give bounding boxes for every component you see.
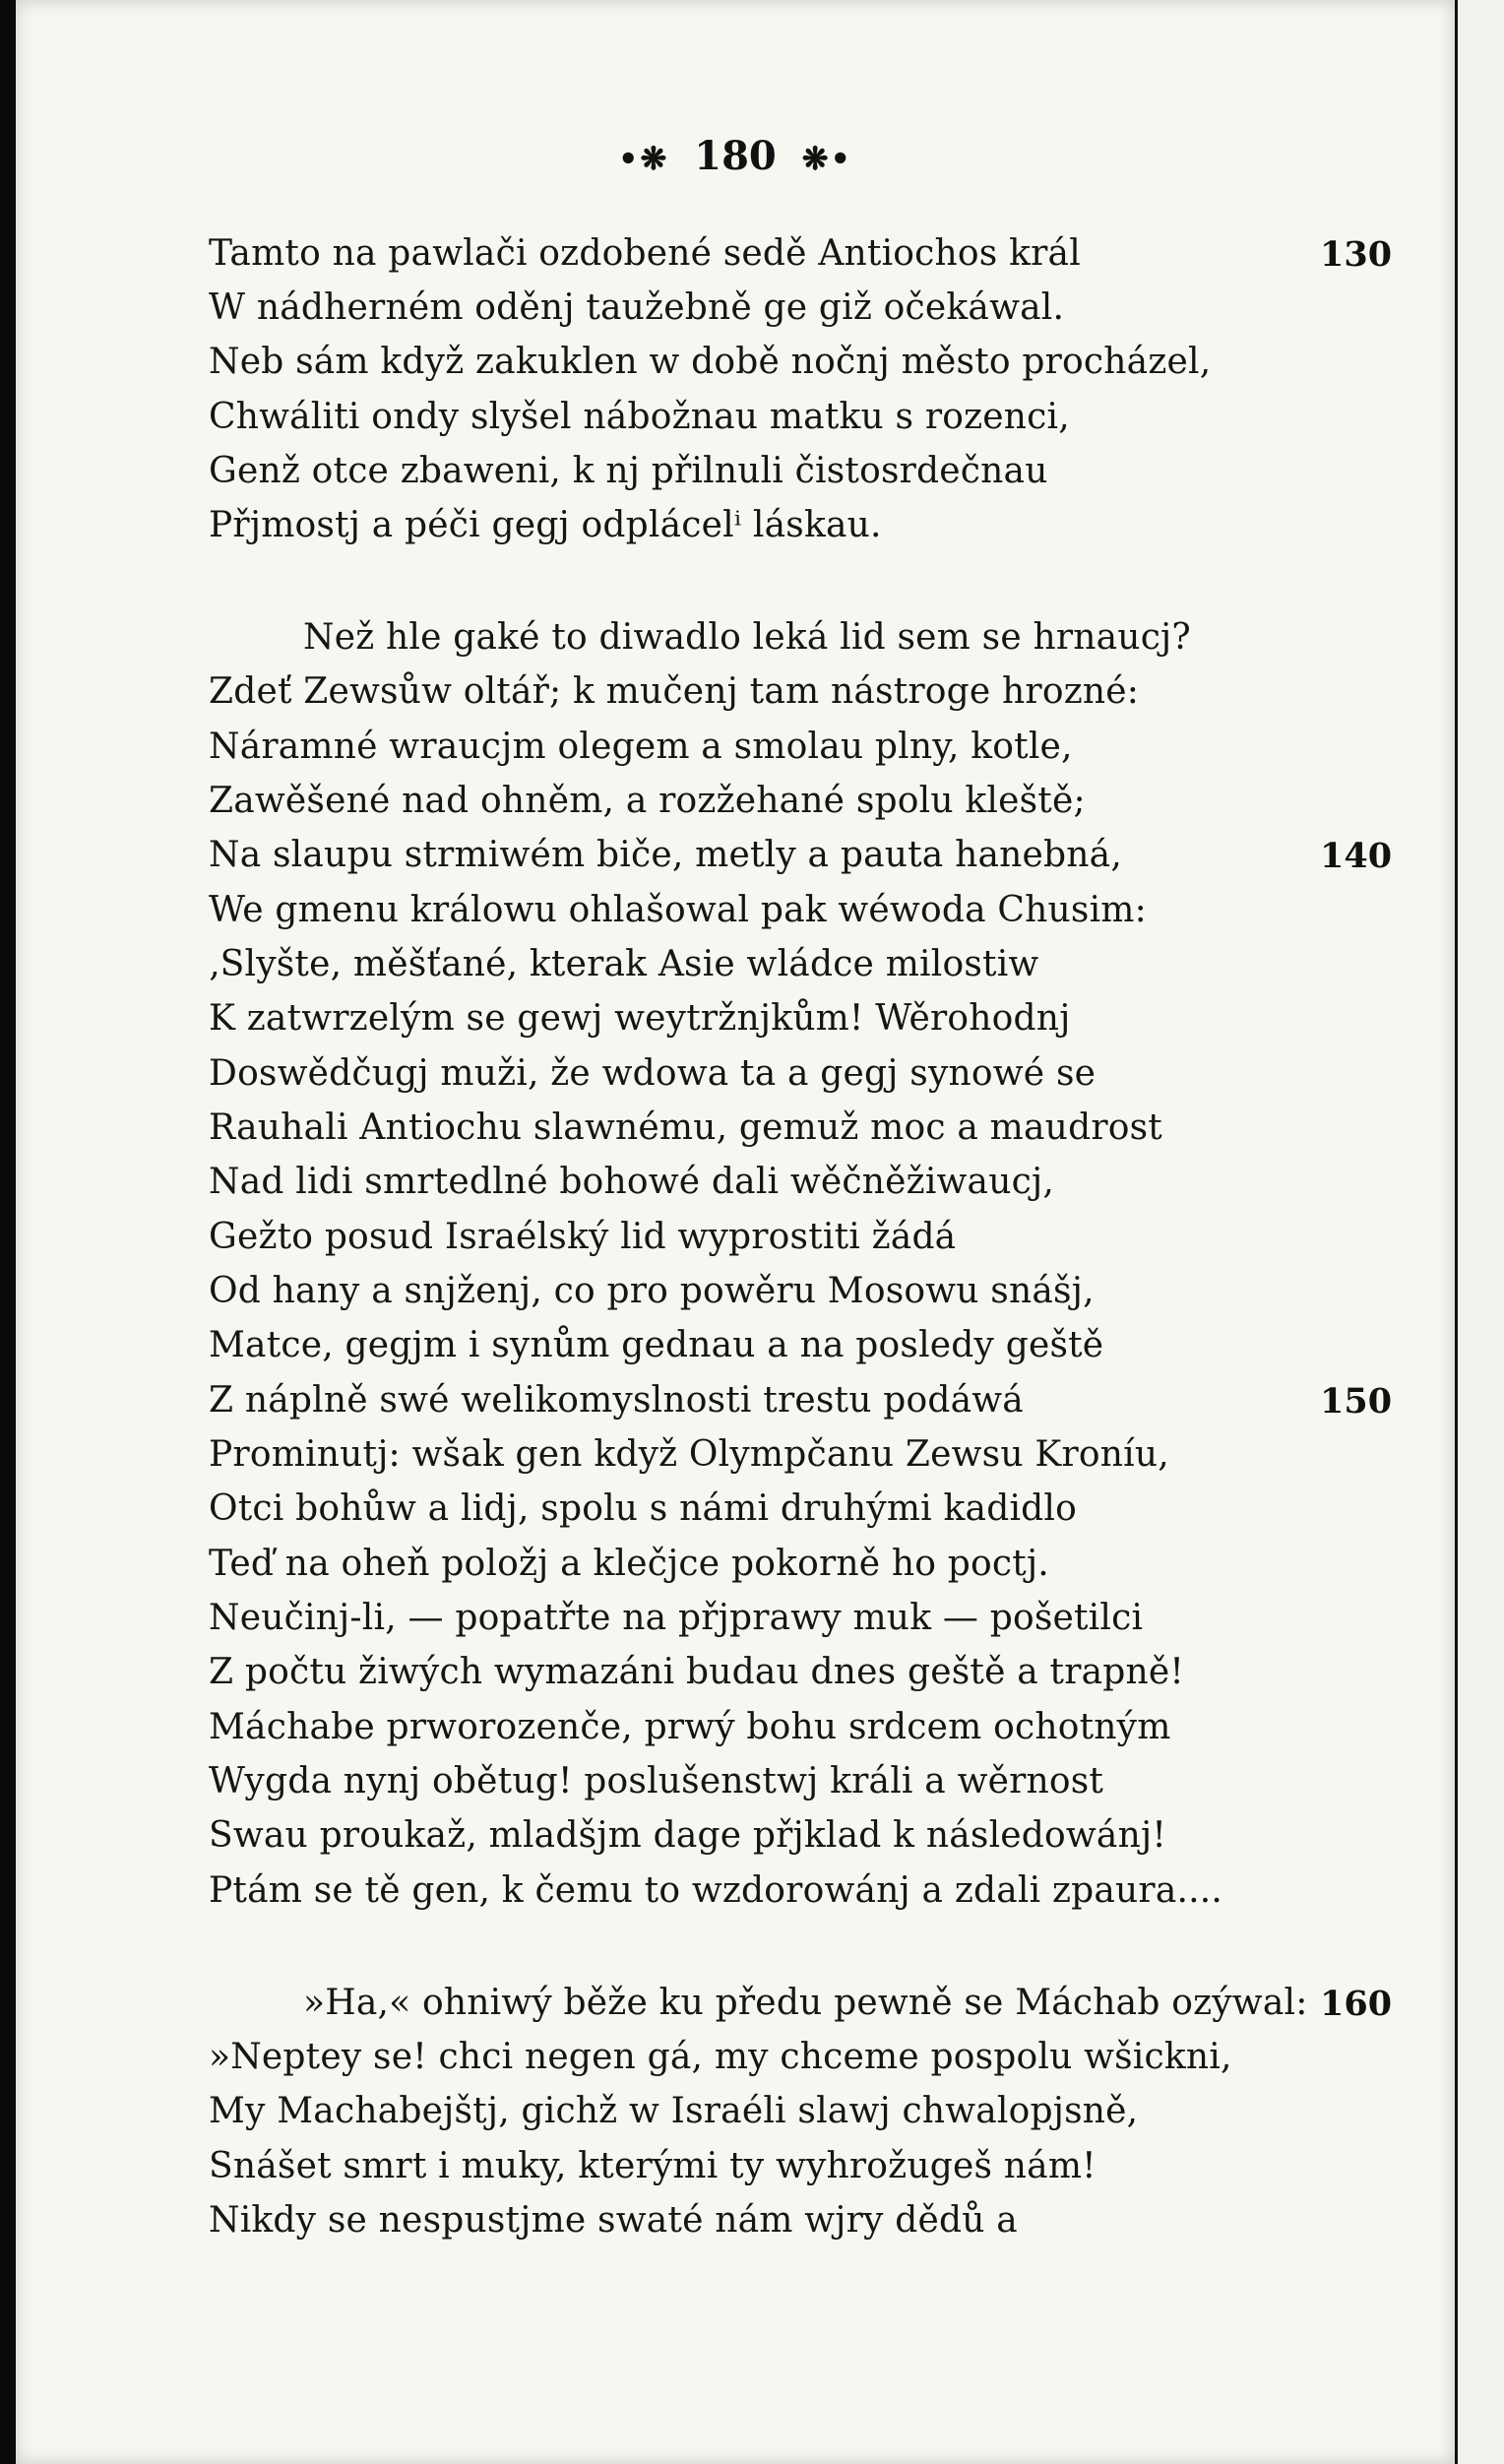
poem-line: We gmenu králowu ohlašowal pak wéwoda Chusim: bbox=[209, 890, 1147, 930]
poem-line: Zdeť Zewsůw oltář; k mučenj tam nástroge hrozné: bbox=[209, 671, 1140, 712]
poem-line: W nádherném oděnj taužebně ge giž očekáwal. bbox=[209, 287, 1065, 328]
adjacent-page-edge bbox=[1455, 0, 1504, 2464]
poem-line: Zawěšené nad ohněm, a rozžehané spolu kleště; bbox=[209, 781, 1086, 821]
verse-number-160: 160 bbox=[1320, 1984, 1393, 2024]
poem-line: Swau proukaž, mladšjm dage přjklad k následowánj! bbox=[209, 1815, 1166, 1856]
poem-line: Tamto na pawlači ozdobené sedě Antiochos král bbox=[209, 233, 1081, 274]
page-header bbox=[16, 133, 1455, 179]
poem-line: Přjmostj a péči gegj odplácelⁱ láskau. bbox=[209, 505, 882, 545]
verse-number-140: 140 bbox=[1320, 836, 1393, 876]
poem-line: My Machabejštj, gichž w Israéli slawj chwalopjsně, bbox=[209, 2091, 1139, 2131]
poem-line: Rauhali Antiochu slawnému, gemuž moc a maudrost bbox=[209, 1107, 1162, 1148]
poem-line: Prominutj: wšak gen když Olympčanu Zewsu Kroníu, bbox=[209, 1434, 1169, 1475]
poem-line: Wygda nynj obětug! poslušenstwj králi a wěrnost bbox=[209, 1761, 1104, 1801]
poem-line: Nikdy se nespustjme swaté nám wjry dědů a bbox=[209, 2200, 1018, 2241]
poem-line: Z počtu žiwých wymazáni budau dnes geště a trapně! bbox=[209, 1652, 1185, 1692]
poem-line: Doswědčugj muži, že wdowa ta a gegj synowé se bbox=[209, 1053, 1097, 1094]
poem-line: »Neptey se! chci negen gá, my chceme pospolu wšickni, bbox=[209, 2037, 1232, 2077]
poem-line: ‚Slyšte, měšťané, kterak Asie wládce milostiw bbox=[209, 944, 1039, 984]
poem-line: Gežto posud Israélský lid wyprostiti žádá bbox=[209, 1217, 957, 1257]
verse-number-130: 130 bbox=[1320, 234, 1393, 275]
poem-line: Máchabe prworozenče, prwý bohu srdcem ochotným bbox=[209, 1707, 1171, 1747]
page-number: 180 bbox=[694, 133, 777, 179]
poem-line: Neučinj-li, — popatřte na přjprawy muk — pošetilci bbox=[209, 1598, 1144, 1638]
poem-line: Genž otce zbaweni, k nj přilnuli čistosrdečnau bbox=[209, 451, 1048, 491]
poem-line: Matce, gegjm i synům gednau a na posledy geště bbox=[209, 1325, 1104, 1365]
book-page bbox=[16, 0, 1455, 2464]
poem-line: Na slaupu strmiwém biče, metly a pauta hanebná, bbox=[209, 835, 1122, 875]
header-right-ornament: ❋• bbox=[801, 140, 852, 177]
verse-number-150: 150 bbox=[1320, 1381, 1393, 1422]
poem-line: Náramné wraucjm olegem a smolau plny, kotle, bbox=[209, 727, 1073, 767]
header-left-ornament: •❋ bbox=[618, 140, 669, 177]
poem-line: Z náplně swé welikomyslnosti trestu podáwá bbox=[209, 1380, 1024, 1421]
poem-line: »Ha,« ohniwý běže ku předu pewně se Máchab ozýwal: bbox=[303, 1983, 1308, 2023]
poem-line: Od hany a snjženj, co pro powěru Mosowu snášj, bbox=[209, 1271, 1095, 1311]
poem-line: Chwáliti ondy slyšel nábožnau matku s rozenci, bbox=[209, 397, 1070, 437]
poem-line: Otci bohůw a lidj, spolu s námi druhými kadidlo bbox=[209, 1488, 1077, 1529]
poem-line: Snášet smrt i muky, kterými ty wyhrožugeš nám! bbox=[209, 2146, 1097, 2186]
poem-line: Teď na oheň položj a klečjce pokorně ho poctj. bbox=[209, 1544, 1049, 1584]
poem-line: Neb sám když zakuklen w době nočnj město procházel, bbox=[209, 342, 1212, 382]
poem-line: Ptám se tě gen, k čemu to wzdorowánj a zdali zpaura.... bbox=[209, 1870, 1223, 1911]
poem-line: Nad lidi smrtedlné bohowé dali wěčněžiwaucj, bbox=[209, 1162, 1054, 1202]
poem-line: Než hle gaké to diwadlo leká lid sem se hrnaucj? bbox=[303, 617, 1191, 658]
poem-line: K zatwrzelým se gewj weytržnjkům! Wěrohodnj bbox=[209, 998, 1071, 1039]
